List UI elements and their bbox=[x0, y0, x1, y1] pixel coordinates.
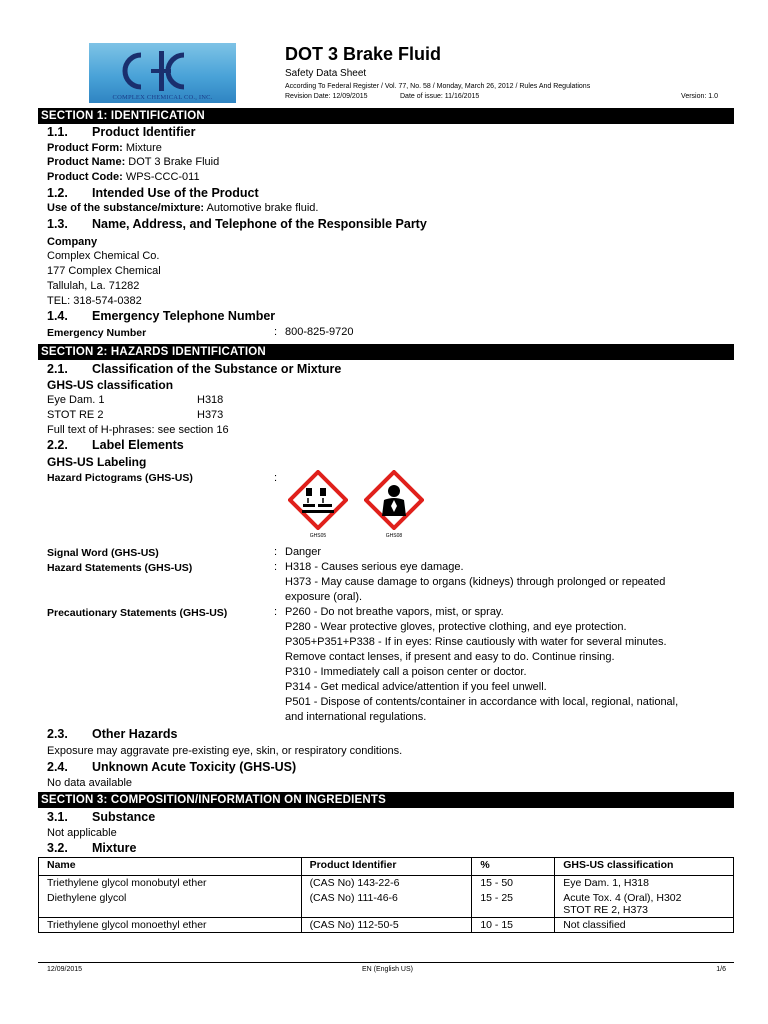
footer-page-number: 1/6 bbox=[716, 966, 726, 973]
product-code: Product Code: WPS-CCC-011 bbox=[47, 171, 200, 183]
class-name: Eye Dam. 1 bbox=[47, 394, 105, 406]
footer-language: EN (English US) bbox=[362, 966, 413, 973]
section-3-header: SECTION 3: COMPOSITION/INFORMATION ON INGREDIENTS bbox=[38, 792, 734, 808]
table-row bbox=[39, 876, 734, 918]
colon: : bbox=[274, 561, 278, 573]
column-header: % bbox=[472, 858, 555, 876]
column-header: Name bbox=[39, 858, 302, 876]
section-1-header: SECTION 1: IDENTIFICATION bbox=[38, 108, 734, 124]
table-cell: Triethylene glycol monoethyl ether bbox=[39, 918, 302, 933]
version-label: Version: 1.0 bbox=[681, 93, 718, 100]
table-cell: Eye Dam. 1, H318 Acute Tox. 4 (Oral), H302 STOT RE 2, H373 bbox=[555, 876, 734, 918]
footer-divider bbox=[38, 962, 734, 963]
signal-word: Danger bbox=[285, 546, 322, 558]
precaution-statement: P501 - Dispose of contents/container in accordance with local, regional, national, bbox=[285, 696, 679, 708]
company-street: 177 Complex Chemical bbox=[47, 265, 161, 277]
hazard-statement: H318 - Causes serious eye damage. bbox=[285, 561, 464, 573]
table-cell: 15 - 50 15 - 25 bbox=[472, 876, 555, 918]
precautionary-statements-label: Precautionary Statements (GHS-US) bbox=[47, 607, 228, 619]
heading-2-2: 2.2. Label Elements bbox=[47, 438, 184, 452]
ghs-labeling-heading: GHS-US Labeling bbox=[47, 455, 147, 469]
document-title: DOT 3 Brake Fluid bbox=[285, 44, 442, 64]
column-header: GHS-US classification bbox=[555, 858, 734, 876]
corrosion-icon bbox=[288, 470, 348, 530]
pictogram-code: GHS05 bbox=[309, 533, 327, 539]
issue-date: Date of issue: 11/16/2015 bbox=[400, 93, 480, 100]
precaution-statement: P280 - Wear protective gloves, protective clothing, and eye protection. bbox=[285, 621, 627, 633]
regulation-line: According To Federal Register / Vol. 77, No. 58 / Monday, March 26, 2012 / Rules And Regulations bbox=[285, 83, 591, 90]
logo-text: COMPLEX CHEMICAL CO., INC. bbox=[112, 94, 213, 101]
company-phone: TEL: 318-574-0382 bbox=[47, 295, 142, 307]
pictogram-code: GHS08 bbox=[385, 533, 403, 539]
document-subtitle: Safety Data Sheet bbox=[285, 68, 367, 79]
full-text-note: Full text of H-phrases: see section 16 bbox=[47, 424, 229, 436]
precaution-statement: P260 - Do not breathe vapors, mist, or spray. bbox=[285, 606, 504, 618]
colon: : bbox=[274, 546, 278, 558]
heading-2-1: 2.1. Classification of the Substance or Mixture bbox=[47, 362, 342, 376]
colon: : bbox=[274, 472, 278, 484]
signal-word-label: Signal Word (GHS-US) bbox=[47, 547, 159, 559]
hazard-statement: H373 - May cause damage to organs (kidneys) through prolonged or repeated bbox=[285, 576, 666, 588]
colon: : bbox=[274, 606, 278, 618]
revision-date: Revision Date: 12/09/2015 bbox=[285, 93, 368, 100]
ghs-classification-heading: GHS-US classification bbox=[47, 378, 174, 392]
table-cell: Triethylene glycol monobutyl ether Diethylene glycol bbox=[39, 876, 302, 918]
emergency-label: Emergency Number bbox=[47, 327, 147, 339]
precaution-statement: P305+P351+P338 - If in eyes: Rinse cautiously with water for several minutes. bbox=[285, 636, 667, 648]
company-label: Company bbox=[47, 236, 98, 248]
table-header-row bbox=[39, 858, 734, 876]
company-logo bbox=[89, 43, 236, 103]
hazard-statements-label: Hazard Statements (GHS-US) bbox=[47, 562, 193, 574]
heading-2-3: 2.3. Other Hazards bbox=[47, 727, 178, 741]
intended-use: Use of the substance/mixture: Automotive brake fluid. bbox=[47, 202, 319, 214]
heading-1-3: 1.3. Name, Address, and Telephone of the Responsible Party bbox=[47, 217, 427, 231]
table-cell: Not classified bbox=[555, 918, 734, 933]
product-form: Product Form: Mixture bbox=[47, 142, 162, 154]
section-2-header: SECTION 2: HAZARDS IDENTIFICATION bbox=[38, 344, 734, 360]
substance-text: Not applicable bbox=[47, 827, 117, 839]
heading-1-1: 1.1. Product Identifier bbox=[47, 125, 196, 139]
precaution-statement: Remove contact lenses, if present and easy to do. Continue rinsing. bbox=[285, 651, 615, 663]
product-name: Product Name: DOT 3 Brake Fluid bbox=[47, 156, 220, 168]
health-hazard-icon bbox=[364, 470, 424, 530]
table-cell: (CAS No) 112-50-5 bbox=[301, 918, 472, 933]
footer-date: 12/09/2015 bbox=[47, 966, 83, 973]
precaution-statement: P314 - Get medical advice/attention if you feel unwell. bbox=[285, 681, 547, 693]
table-row bbox=[39, 918, 734, 933]
class-code: H318 bbox=[197, 394, 224, 406]
heading-1-4: 1.4. Emergency Telephone Number bbox=[47, 309, 276, 323]
heading-3-2: 3.2. Mixture bbox=[47, 841, 137, 855]
heading-2-4: 2.4. Unknown Acute Toxicity (GHS-US) bbox=[47, 760, 297, 774]
company-name: Complex Chemical Co. bbox=[47, 250, 160, 262]
ingredients-table bbox=[38, 857, 734, 933]
corrosion-pictogram bbox=[288, 470, 348, 540]
precaution-statement: P310 - Immediately call a poison center or doctor. bbox=[285, 666, 527, 678]
column-header: Product Identifier bbox=[301, 858, 472, 876]
table-cell: (CAS No) 143-22-6 (CAS No) 111-46-6 bbox=[301, 876, 472, 918]
table-cell: 10 - 15 bbox=[472, 918, 555, 933]
health-hazard-pictogram bbox=[364, 470, 424, 540]
unknown-toxicity-text: No data available bbox=[47, 777, 133, 789]
heading-1-2: 1.2. Intended Use of the Product bbox=[47, 186, 259, 200]
class-code: H373 bbox=[197, 409, 224, 421]
colon: : bbox=[274, 326, 278, 338]
pictograms-label: Hazard Pictograms (GHS-US) bbox=[47, 472, 193, 484]
hazard-statement: exposure (oral). bbox=[285, 591, 363, 603]
precaution-statement: and international regulations. bbox=[285, 711, 427, 723]
emergency-number: 800-825-9720 bbox=[285, 326, 354, 338]
company-city: Tallulah, La. 71282 bbox=[47, 280, 140, 292]
heading-3-1: 3.1. Substance bbox=[47, 810, 156, 824]
other-hazards-text: Exposure may aggravate pre-existing eye, skin, or respiratory conditions. bbox=[47, 745, 403, 757]
class-name: STOT RE 2 bbox=[47, 409, 104, 421]
